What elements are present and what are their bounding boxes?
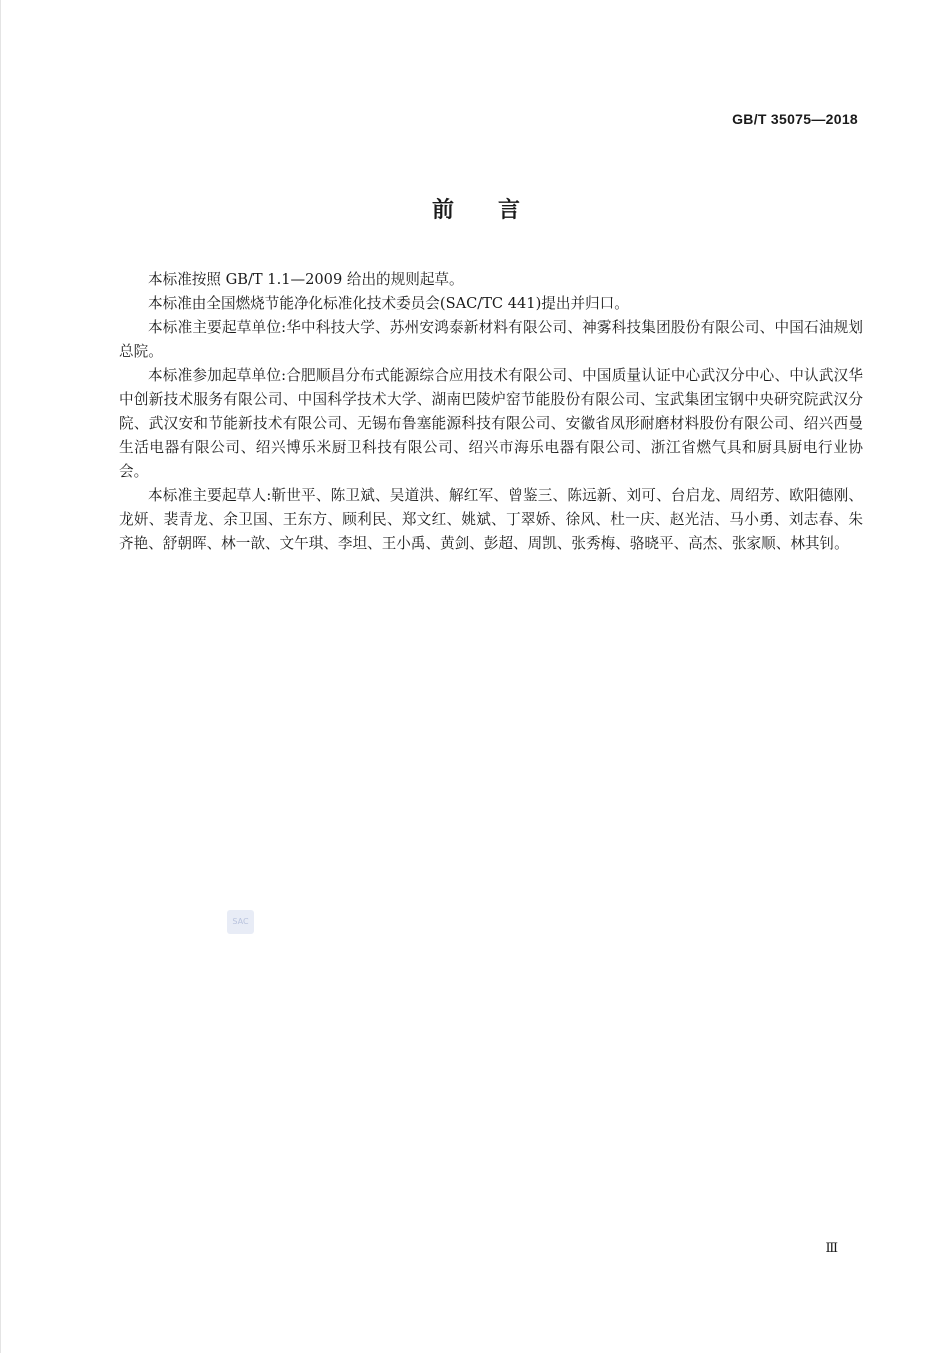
paragraph-drafters: 本标准主要起草人:靳世平、陈卫斌、吴道洪、解红军、曾鉴三、陈远新、刘可、台启龙、周绍芳、欧阳德刚、龙妍、裴青龙、余卫国、王东方、顾利民、郑文红、姚斌、丁翠娇、徐风、杜一庆、赵光洁、马小勇、刘志春、朱齐艳、舒朝晖、林一歆、文午琪、李坦、王小禹、黄剑、彭超、周凯、张秀梅、骆晓平、高杰、张家顺、林其钊。 [119,487,863,552]
paragraph-main-units: 本标准主要起草单位:华中科技大学、苏州安鸿泰新材料有限公司、神雾科技集团股份有限公司、中国石油规划总院。 [119,319,863,360]
paragraph-drafting-rules: 本标准按照 GB/T 1.1—2009 给出的规则起草。 [148,271,464,288]
paragraph-committee: 本标准由全国燃烧节能净化标准化技术委员会(SAC/TC 441)提出并归口。 [148,295,629,312]
page-number: Ⅲ [825,1241,838,1256]
page-title: 前言 [431,198,564,223]
standard-number: GB/T 35075—2018 [732,111,858,127]
paragraph-participating-units: 本标准参加起草单位:合肥顺昌分布式能源综合应用技术有限公司、中国质量认证中心武汉分中心、中认武汉华中创新技术服务有限公司、中国科学技术大学、湖南巴陵炉窑节能股份有限公司、宝武集团宝钢中央研究院武汉分院、武汉安和节能新技术有限公司、无锡布鲁塞能源科技有限公司、安徽省凤形耐磨材料股份有限公司、绍兴西曼生活电器有限公司、绍兴博乐米厨卫科技有限公司、绍兴市海乐电器有限公司、浙江省燃气具和厨具厨电行业协会。 [119,367,863,480]
body-text [119,268,863,556]
sac-watermark-logo: SAC [227,910,254,934]
